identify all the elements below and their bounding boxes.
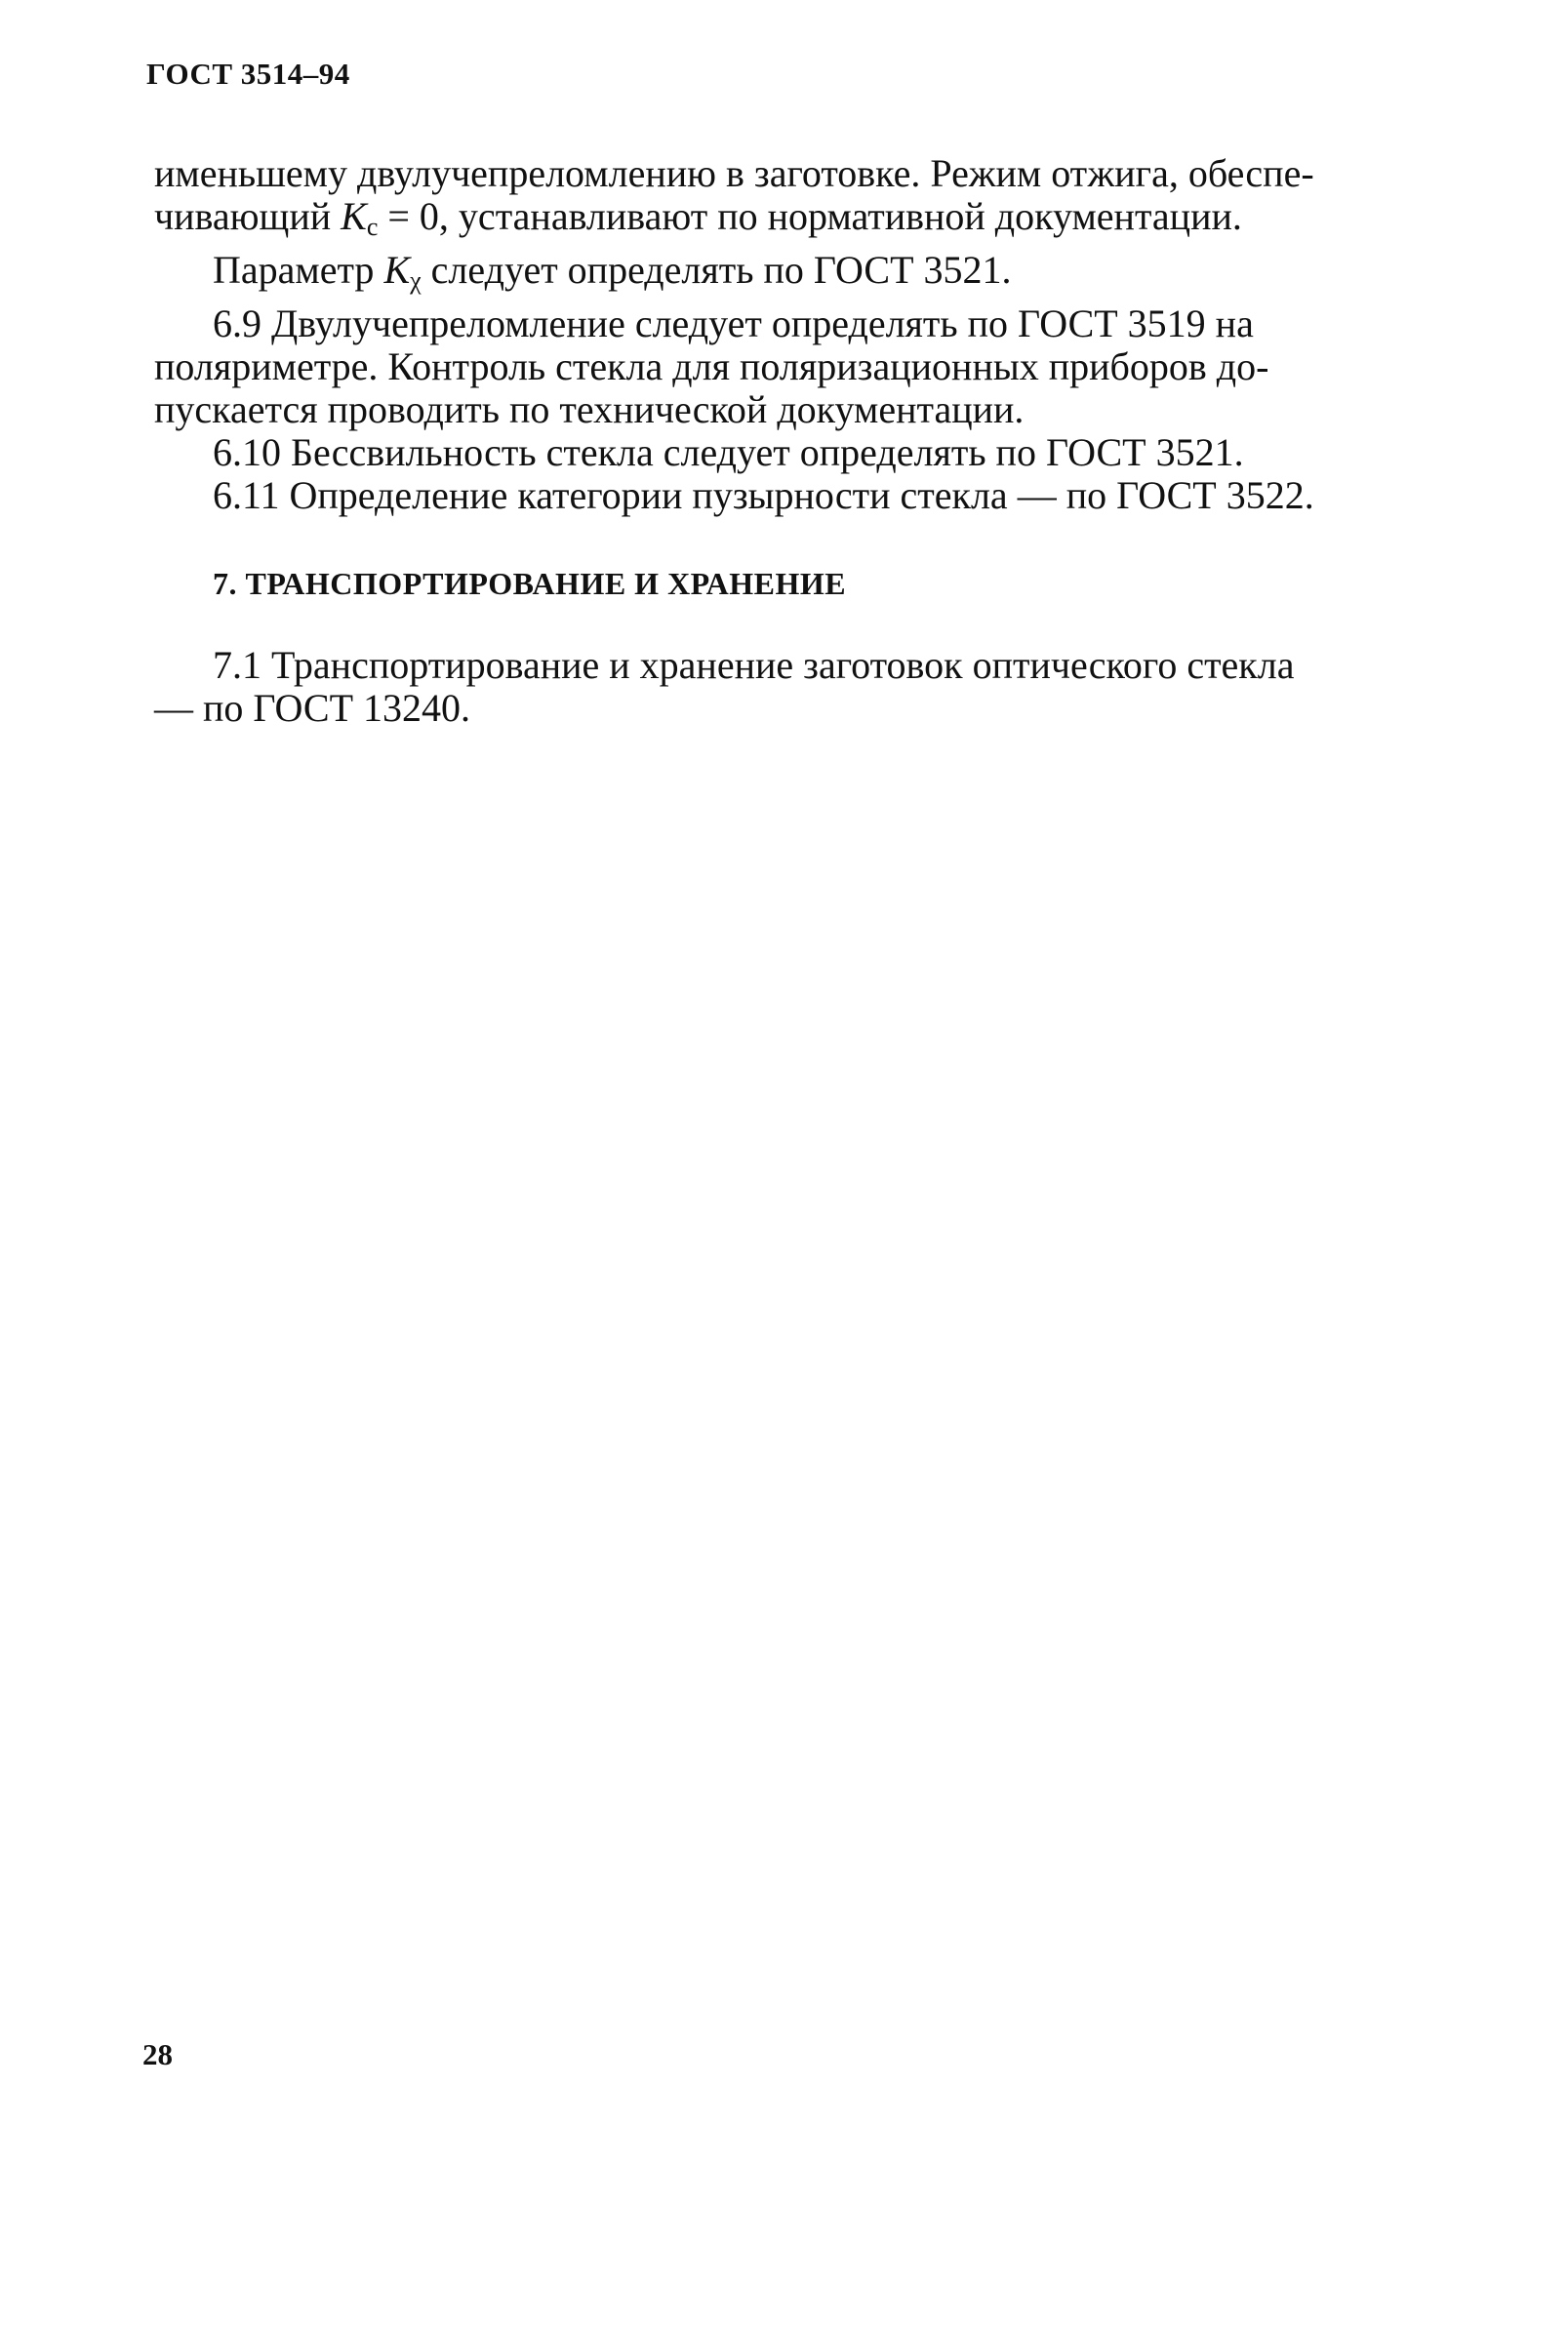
clause-7-1 [154, 644, 1510, 730]
paragraph-text: следует определять по ГОСТ 3521. [421, 248, 1012, 292]
formula-variable-k: $K_c$ [341, 194, 379, 241]
paragraph-line: именьшему двулучепреломлению в заготовке. Режим отжига, обеспе- [154, 151, 1314, 195]
paragraph-annealing [154, 152, 1510, 249]
section-heading-7: 7. ТРАНСПОРТИРОВАНИЕ И ХРАНЕНИЕ [213, 566, 847, 601]
formula-subscript: χ [410, 266, 422, 295]
paragraph-line: чивающий [154, 194, 342, 238]
paragraph-line: — по ГОСТ 13240. [154, 686, 471, 730]
clause-6-9 [154, 302, 1510, 431]
paragraph-text: Параметр [213, 248, 384, 292]
paragraph-parameter-k [154, 249, 1510, 302]
clause-6-10: 6.10 Бессвильность стекла следует определять по ГОСТ 3521. [213, 430, 1244, 474]
formula-variable-k: $K_\chi$ [383, 248, 422, 295]
page-number: 28 [142, 2037, 173, 2071]
paragraph-line: = 0, устанавливают по нормативной документации. [378, 194, 1242, 238]
clause-6-11: 6.11 Определение категории пузырности стекла — по ГОСТ 3522. [213, 473, 1314, 517]
document-body [154, 152, 1510, 730]
paragraph-line: 6.9 Двулучепреломление следует определять по ГОСТ 3519 на [213, 301, 1254, 345]
paragraph-line: 7.1 Транспортирование и хранение заготовок оптического стекла [213, 643, 1295, 687]
paragraph-line: пускается проводить по технической документации. [154, 387, 1025, 431]
formula-subscript: c [366, 213, 379, 241]
paragraph-line: поляриметре. Контроль стекла для поляризационных приборов до- [154, 344, 1269, 388]
page-header-standard: ГОСТ 3514–94 [146, 57, 350, 91]
